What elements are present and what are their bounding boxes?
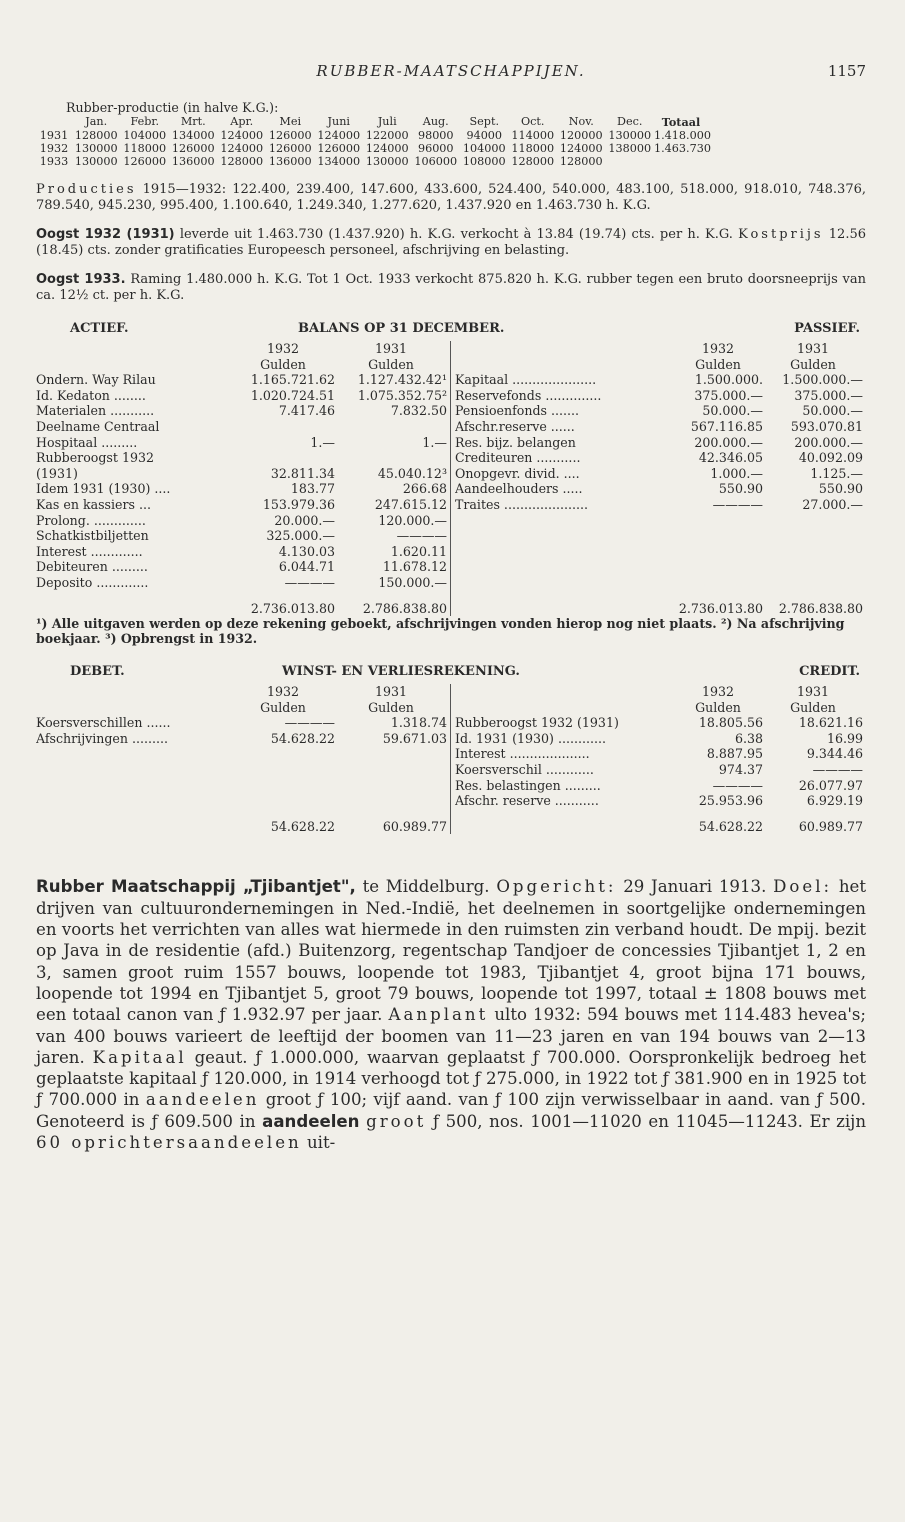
spacer bbox=[455, 684, 673, 700]
winst-table bbox=[36, 684, 866, 834]
rp-value: 1.418.000 bbox=[654, 129, 711, 142]
page-number: 1157 bbox=[827, 62, 866, 80]
aandeelen-label: aandeelen bbox=[145, 1090, 260, 1110]
balans-footnote: ¹) Alle uitgaven werden op deze rekening geboekt, afschrijvingen vonden hierop nog niet plaats. ²) Na afschrijving boekjaar. ³) Opbrengst in 1932. bbox=[36, 616, 845, 647]
rp-month-header: Aug. bbox=[422, 115, 449, 128]
rp-value: 128000 bbox=[220, 155, 264, 168]
unit-header: Gulden bbox=[260, 699, 306, 715]
rp-value: 130000 bbox=[74, 155, 118, 168]
row-label: Afschrijvingen ......... bbox=[36, 730, 169, 746]
debet-title: DEBET. bbox=[70, 664, 125, 680]
running-title: RUBBER-MAATSCHAPPIJEN. bbox=[316, 62, 586, 80]
year-1932-header: 1932 bbox=[266, 684, 300, 700]
row-label: Rubberoogst 1932 bbox=[36, 450, 154, 466]
value-1932: 200.000.— bbox=[694, 434, 763, 450]
value-1932: ———— bbox=[712, 496, 763, 512]
kostprijs-label: Kostprijs bbox=[738, 227, 824, 242]
unit-header: Gulden bbox=[790, 699, 836, 715]
rp-value: 120000 bbox=[559, 129, 603, 142]
rp-value: 114000 bbox=[511, 129, 555, 142]
value-1932: 183.77 bbox=[290, 481, 335, 497]
passief-title: PASSIEF. bbox=[794, 321, 860, 336]
blank-row bbox=[36, 793, 450, 809]
rp-data-row bbox=[36, 142, 866, 155]
year-1931-header: 1931 bbox=[796, 341, 830, 356]
balans-header bbox=[36, 317, 866, 339]
rp-value: 130000 bbox=[365, 155, 409, 168]
rp-value: 98000 bbox=[417, 129, 454, 142]
page bbox=[36, 58, 866, 1153]
year-1932-header: 1932 bbox=[266, 341, 300, 356]
balans-title: BALANS OP 31 DECEMBER. bbox=[298, 321, 505, 336]
row-label: Interest .................... bbox=[455, 746, 590, 762]
passief-row bbox=[451, 481, 866, 497]
debet-row bbox=[36, 715, 450, 731]
value-1931 bbox=[335, 450, 447, 466]
value-1932: 4.130.03 bbox=[278, 543, 335, 559]
spacer bbox=[36, 746, 231, 762]
value-1931: 27.000.— bbox=[802, 496, 863, 512]
debet-side bbox=[36, 684, 451, 834]
row-label: Schatkistbiljetten bbox=[36, 528, 149, 544]
actief-row bbox=[36, 403, 450, 419]
actief-row bbox=[36, 388, 450, 404]
actief-total-row bbox=[36, 601, 450, 617]
rp-value: 128000 bbox=[511, 155, 555, 168]
rp-month-header: Juli bbox=[377, 115, 397, 128]
rp-month-header: Totaal bbox=[661, 115, 701, 129]
rp-value: 124000 bbox=[220, 129, 264, 142]
value-1932: 7.417.46 bbox=[278, 403, 335, 419]
row-label: Res. bijz. belangen bbox=[455, 434, 576, 450]
winst-header bbox=[36, 660, 866, 682]
rp-value: 136000 bbox=[171, 155, 215, 168]
row-label: Id. 1931 (1930) ............ bbox=[455, 730, 607, 746]
value-1932: 6.044.71 bbox=[278, 559, 335, 575]
passief-row bbox=[451, 403, 866, 419]
value-1932: 1.500.000. bbox=[694, 372, 763, 388]
aandeelen-bold: aandeelen bbox=[262, 1111, 360, 1131]
passief-row bbox=[451, 450, 866, 466]
oogst-1933-label: Oogst 1933. bbox=[36, 272, 126, 287]
value-1932: 550.90 bbox=[718, 481, 763, 497]
row-label: Koersverschillen ...... bbox=[36, 715, 171, 731]
rp-value: 130000 bbox=[608, 129, 652, 142]
credit-row bbox=[451, 731, 866, 747]
spacer bbox=[36, 793, 231, 809]
row-label: Interest ............. bbox=[36, 543, 143, 559]
value-1931: 16.99 bbox=[826, 730, 863, 746]
rp-year: 1933 bbox=[39, 155, 69, 168]
value-1932: ———— bbox=[284, 715, 335, 731]
rubber-production-table bbox=[36, 115, 866, 168]
rp-month-header: Apr. bbox=[230, 115, 254, 128]
actief-row bbox=[36, 466, 450, 482]
value-1932: 567.116.85 bbox=[690, 418, 763, 434]
unit-header: Gulden bbox=[368, 356, 414, 372]
rp-month-header: Juni bbox=[327, 115, 350, 128]
value-1931: 45.040.12³ bbox=[377, 465, 447, 481]
value-1931: 120.000.— bbox=[378, 512, 447, 528]
passief-row bbox=[451, 388, 866, 404]
actief-year-header bbox=[36, 341, 450, 357]
value-1932: 25.953.96 bbox=[698, 793, 763, 809]
unit-header: Gulden bbox=[790, 356, 836, 372]
rp-value: 118000 bbox=[123, 142, 167, 155]
aanplant-label: Aanplant bbox=[388, 1005, 489, 1025]
winst-title: WINST- EN VERLIESREKENING. bbox=[282, 664, 520, 680]
value-1931: 266.68 bbox=[402, 481, 447, 497]
spacer bbox=[455, 528, 673, 544]
rp-month-header: Mrt. bbox=[180, 115, 206, 128]
row-label: (1931) bbox=[36, 465, 78, 481]
actief-row bbox=[36, 528, 450, 544]
row-label: Rubberoogst 1932 (1931) bbox=[455, 715, 619, 731]
spacer bbox=[36, 357, 231, 373]
value-1932: ———— bbox=[712, 777, 763, 793]
rp-value: 136000 bbox=[268, 155, 312, 168]
oprichters-label: 60 oprichtersaandeelen bbox=[36, 1133, 302, 1152]
value-1931: 26.077.97 bbox=[798, 777, 863, 793]
groot-label: groot bbox=[366, 1111, 427, 1131]
value-1932: 325.000.— bbox=[266, 528, 335, 544]
row-label: Kas en kassiers ... bbox=[36, 496, 151, 512]
row-label: Onopgevr. divid. .... bbox=[455, 465, 580, 481]
oogst-1932-label: Oogst 1932 (1931) bbox=[36, 227, 175, 242]
value-1931: 6.929.19 bbox=[806, 793, 863, 809]
value-1931: 59.671.03 bbox=[382, 730, 447, 746]
rp-value: 124000 bbox=[365, 142, 409, 155]
actief-side bbox=[36, 341, 451, 616]
rp-value: 108000 bbox=[462, 155, 506, 168]
value-1931: 18.621.16 bbox=[798, 715, 863, 731]
value-1931: 150.000.— bbox=[378, 574, 447, 590]
value-1931: 1.075.352.75² bbox=[357, 387, 447, 403]
passief-row bbox=[451, 435, 866, 451]
rp-data-row bbox=[36, 129, 866, 142]
value-1931: 7.832.50 bbox=[390, 403, 447, 419]
value-1932: 1.— bbox=[310, 434, 335, 450]
rp-value: 124000 bbox=[559, 142, 603, 155]
blank-row bbox=[36, 762, 450, 778]
blank-row bbox=[451, 575, 866, 591]
passief-row bbox=[451, 466, 866, 482]
rp-value: 94000 bbox=[466, 129, 503, 142]
row-label: Kapitaal ..................... bbox=[455, 372, 597, 388]
credit-year-header bbox=[451, 684, 866, 700]
unit-header: Gulden bbox=[368, 699, 414, 715]
row-label: Ondern. Way Rilau bbox=[36, 372, 156, 388]
rp-value: 126000 bbox=[123, 155, 167, 168]
year-1931-header: 1931 bbox=[374, 341, 408, 356]
spacer bbox=[36, 819, 231, 835]
rp-value: 1.463.730 bbox=[654, 142, 711, 155]
balans-table bbox=[36, 341, 866, 616]
oogst-1932-paragraph: Oogst 1932 (1931) leverde uit 1.463.730 (1.437.920) h. K.G. verkocht à 13.84 (19.74) cts. per h. K.G. Kostprijs 12.56 (18.45) cts. zonder gratificaties Europeesch personeel, afschrijving en belasting. bbox=[36, 227, 866, 258]
rp-value: 134000 bbox=[171, 129, 215, 142]
value-1932: 20.000.— bbox=[274, 512, 335, 528]
row-label: Afschr. reserve ........... bbox=[455, 793, 599, 809]
passief-row bbox=[451, 372, 866, 388]
total-1932: 2.736.013.80 bbox=[678, 600, 763, 616]
rp-year: 1931 bbox=[39, 129, 69, 142]
company-location: te Middelburg. bbox=[362, 877, 490, 897]
value-1932 bbox=[231, 450, 335, 466]
rp-month-header: Dec. bbox=[617, 115, 643, 128]
producties-label: Producties bbox=[36, 182, 137, 197]
credit-unit-header bbox=[451, 700, 866, 716]
rp-value: 96000 bbox=[417, 142, 454, 155]
row-label: Reservefonds .............. bbox=[455, 387, 602, 403]
rubber-production-title: Rubber-productie (in halve K.G.): bbox=[66, 100, 279, 115]
rp-month-header: Oct. bbox=[521, 115, 545, 128]
row-label: Deelname Centraal bbox=[36, 418, 160, 434]
spacer bbox=[455, 341, 673, 357]
spacer bbox=[36, 684, 231, 700]
actief-title: ACTIEF. bbox=[70, 321, 129, 336]
rp-value: 118000 bbox=[511, 142, 555, 155]
value-1931: 1.127.432.42¹ bbox=[357, 372, 447, 388]
blank-row bbox=[36, 778, 450, 794]
rp-value: 126000 bbox=[317, 142, 361, 155]
spacer bbox=[455, 513, 673, 529]
value-1932: 42.346.05 bbox=[698, 450, 763, 466]
spacer bbox=[455, 575, 673, 591]
actief-row bbox=[36, 372, 450, 388]
total-1931: 60.989.77 bbox=[382, 818, 447, 834]
credit-side bbox=[451, 684, 866, 834]
spacer bbox=[36, 778, 231, 794]
debet-row bbox=[36, 731, 450, 747]
row-label: Afschr.reserve ...... bbox=[455, 418, 575, 434]
value-1931: 1.500.000.— bbox=[782, 372, 863, 388]
passief-row bbox=[451, 419, 866, 435]
company-description: Rubber Maatschappij „Tjibantjet", te Middelburg. Opgericht: 29 Januari 1913. Doel: het drijven van cultuurondernemingen in Ned.-Indië, het deelnemen in soortgelijke ondernemingen en voorts het verrichten van alles wat hiermede in den ruimsten zin verband houdt. De mpij. bezit op Java in de residentie (afd.) Buitenzorg, regentschap Tandjoer de concessies Tjibantjet 1, 2 en 3, samen groot ruim 1557 bouws, loopende tot 1983, Tjibantjet 4, groot bijna 171 bouws, loopende tot 1994 en Tjibantjet 5, groot 79 bouws, loopende tot 1997, totaal ± 1808 bouws met een totaal canon van ƒ 1.932.97 per jaar. Aanplant ulto 1932: 594 bouws met 114.483 hevea's; van 400 bouws varieert de leeftijd der boomen van 11—23 jaren en van 194 bouws van 2—13 jaren. Kapitaal geaut. ƒ 1.000.000, waarvan geplaatst ƒ 700.000. Oorspronkelijk bedroeg het geplaatste kapitaal ƒ 120.000, in 1914 verhoogd tot ƒ 275.000, in 1922 tot ƒ 381.900 en in 1925 tot ƒ 700.000 in aandeelen groot ƒ 100; vijf aand. van ƒ 100 zijn verwisselbaar in aand. van ƒ 500. Genoteerd is ƒ 609.500 in aandeelen groot ƒ 500, nos. 1001—11020 en 11045—11243. Er zijn 60 oprichtersaandeelen uit- bbox=[36, 877, 867, 1152]
company-name: Rubber Maatschappij „Tjibantjet", bbox=[36, 877, 356, 897]
rp-month-header: Nov. bbox=[568, 115, 594, 128]
passief-row bbox=[451, 497, 866, 513]
rp-month-header: Sept. bbox=[469, 115, 499, 128]
unit-header: Gulden bbox=[695, 699, 741, 715]
value-1932 bbox=[231, 419, 335, 435]
value-1931: 1.318.74 bbox=[390, 715, 447, 731]
producties-paragraph bbox=[36, 182, 866, 213]
unit-header: Gulden bbox=[260, 356, 306, 372]
value-1931: 593.070.81 bbox=[790, 418, 863, 434]
opgericht-label: Opgericht: bbox=[496, 877, 617, 897]
spacer bbox=[36, 700, 231, 716]
value-1932: 153.979.36 bbox=[262, 496, 335, 512]
actief-row bbox=[36, 419, 450, 435]
total-1932: 2.736.013.80 bbox=[250, 600, 335, 616]
actief-row bbox=[36, 559, 450, 575]
credit-row bbox=[451, 778, 866, 794]
rp-value: 126000 bbox=[268, 129, 312, 142]
spacer bbox=[36, 341, 231, 357]
spacer bbox=[455, 601, 673, 617]
rp-value: 126000 bbox=[171, 142, 215, 155]
total-1932: 54.628.22 bbox=[698, 818, 763, 834]
value-1931: 550.90 bbox=[818, 481, 863, 497]
row-label: Hospitaal ......... bbox=[36, 434, 138, 450]
value-1931: 50.000.— bbox=[802, 403, 863, 419]
rp-value: 124000 bbox=[317, 129, 361, 142]
actief-row bbox=[36, 435, 450, 451]
blank-row bbox=[451, 559, 866, 575]
blank-row bbox=[451, 528, 866, 544]
total-1931: 60.989.77 bbox=[798, 818, 863, 834]
credit-title: CREDIT. bbox=[799, 664, 860, 680]
credit-row bbox=[451, 793, 866, 809]
value-1931: 247.615.12 bbox=[374, 496, 447, 512]
blank-row bbox=[36, 746, 450, 762]
rp-value: 122000 bbox=[365, 129, 409, 142]
rp-month-header: Mei bbox=[279, 115, 302, 128]
debet-total-row bbox=[36, 819, 450, 835]
row-label: Idem 1931 (1930) .... bbox=[36, 481, 171, 497]
credit-row bbox=[451, 746, 866, 762]
value-1931: 375.000.— bbox=[794, 387, 863, 403]
rp-value: 104000 bbox=[123, 129, 167, 142]
rp-value: 126000 bbox=[268, 142, 312, 155]
row-label: Koersverschil ............ bbox=[455, 762, 594, 778]
value-1931: 1.620.11 bbox=[390, 543, 447, 559]
rp-year: 1932 bbox=[39, 142, 69, 155]
year-1931-header: 1931 bbox=[796, 684, 830, 700]
actief-unit-header bbox=[36, 357, 450, 373]
rp-value: 134000 bbox=[317, 155, 361, 168]
spacer bbox=[455, 819, 673, 835]
value-1932: ———— bbox=[284, 574, 335, 590]
row-label: Crediteuren ........... bbox=[455, 450, 581, 466]
doel-label: Doel: bbox=[773, 877, 833, 897]
value-1931 bbox=[335, 419, 447, 435]
actief-row bbox=[36, 575, 450, 591]
year-1932-header: 1932 bbox=[701, 684, 735, 700]
rp-value: 130000 bbox=[74, 142, 118, 155]
spacer bbox=[455, 700, 673, 716]
debet-unit-header bbox=[36, 700, 450, 716]
value-1931: ———— bbox=[812, 762, 863, 778]
unit-header: Gulden bbox=[695, 356, 741, 372]
spacer bbox=[36, 762, 231, 778]
oogst-1933-paragraph: Oogst 1933. Raming 1.480.000 h. K.G. Tot 1 Oct. 1933 verkocht 875.820 h. K.G. rubber tegen een bruto doorsneeprijs van ca. 12½ ct. per h. K.G. bbox=[36, 272, 866, 303]
value-1932: 1.000.— bbox=[710, 465, 763, 481]
total-1932: 54.628.22 bbox=[270, 818, 335, 834]
actief-row bbox=[36, 481, 450, 497]
rp-value: 106000 bbox=[414, 155, 458, 168]
value-1932: 375.000.— bbox=[694, 387, 763, 403]
spacer bbox=[455, 559, 673, 575]
actief-row bbox=[36, 450, 450, 466]
rp-data-row bbox=[36, 155, 866, 168]
passief-side bbox=[451, 341, 866, 616]
rp-value bbox=[606, 155, 655, 168]
rp-value: 138000 bbox=[608, 142, 652, 155]
rp-month-header: Febr. bbox=[130, 115, 160, 128]
value-1931: 9.344.46 bbox=[806, 746, 863, 762]
producties-text: 1915—1932: 122.400, 239.400, 147.600, 433.600, 524.400, 540.000, 483.100, 518.000, 918.010, 748.376, 789.540, 945.230, 995.400, 1.100.640, 1.249.340, 1.277.620, 1.437.920 en 1.463.730 h. K.G. bbox=[36, 182, 866, 213]
actief-row bbox=[36, 544, 450, 560]
value-1932: 50.000.— bbox=[702, 403, 763, 419]
value-1932: 974.37 bbox=[718, 762, 763, 778]
value-1932: 32.811.34 bbox=[270, 465, 335, 481]
row-label: Materialen ........... bbox=[36, 403, 155, 419]
passief-unit-header bbox=[451, 357, 866, 373]
kapitaal-label: Kapitaal bbox=[92, 1047, 187, 1067]
year-1931-header: 1931 bbox=[374, 684, 408, 700]
value-1932: 6.38 bbox=[734, 730, 763, 746]
rp-month-header: Jan. bbox=[85, 115, 108, 128]
rp-value: 124000 bbox=[220, 142, 264, 155]
row-label: Pensioenfonds ....... bbox=[455, 403, 580, 419]
credit-total-row bbox=[451, 819, 866, 835]
value-1932: 8.887.95 bbox=[706, 746, 763, 762]
value-1932: 1.020.724.51 bbox=[250, 387, 335, 403]
total-1931: 2.786.838.80 bbox=[778, 600, 863, 616]
value-1931: 200.000.— bbox=[794, 434, 863, 450]
row-label: Traites ..................... bbox=[455, 496, 589, 512]
value-1932: 18.805.56 bbox=[698, 715, 763, 731]
total-1931: 2.786.838.80 bbox=[362, 600, 447, 616]
row-label: Res. belastingen ......... bbox=[455, 777, 601, 793]
value-1931: 40.092.09 bbox=[798, 450, 863, 466]
row-label: Debiteuren ......... bbox=[36, 559, 148, 575]
value-1931: 1.— bbox=[422, 434, 447, 450]
passief-total-row bbox=[451, 601, 866, 617]
row-label: Aandeelhouders ..... bbox=[455, 481, 583, 497]
row-label: Prolong. ............. bbox=[36, 512, 146, 528]
value-1932: 1.165.721.62 bbox=[250, 372, 335, 388]
passief-year-header bbox=[451, 341, 866, 357]
value-1931: 1.125.— bbox=[810, 465, 863, 481]
page-header bbox=[36, 58, 866, 88]
value-1931: ———— bbox=[396, 528, 447, 544]
actief-row bbox=[36, 497, 450, 513]
rp-value: 128000 bbox=[74, 129, 118, 142]
row-label: Id. Kedaton ........ bbox=[36, 387, 146, 403]
blank-row bbox=[451, 513, 866, 529]
row-label: Deposito ............. bbox=[36, 574, 149, 590]
value-1931: 11.678.12 bbox=[382, 559, 447, 575]
debet-year-header bbox=[36, 684, 450, 700]
spacer bbox=[455, 544, 673, 560]
value-1932: 54.628.22 bbox=[270, 730, 335, 746]
rp-year-header bbox=[36, 115, 72, 129]
rp-value: 104000 bbox=[462, 142, 506, 155]
credit-row bbox=[451, 762, 866, 778]
spacer bbox=[455, 357, 673, 373]
rp-value: 128000 bbox=[559, 155, 603, 168]
spacer bbox=[36, 601, 231, 617]
rp-header-row bbox=[36, 115, 866, 129]
credit-row bbox=[451, 715, 866, 731]
actief-row bbox=[36, 513, 450, 529]
year-1932-header: 1932 bbox=[701, 341, 735, 356]
blank-row bbox=[451, 544, 866, 560]
